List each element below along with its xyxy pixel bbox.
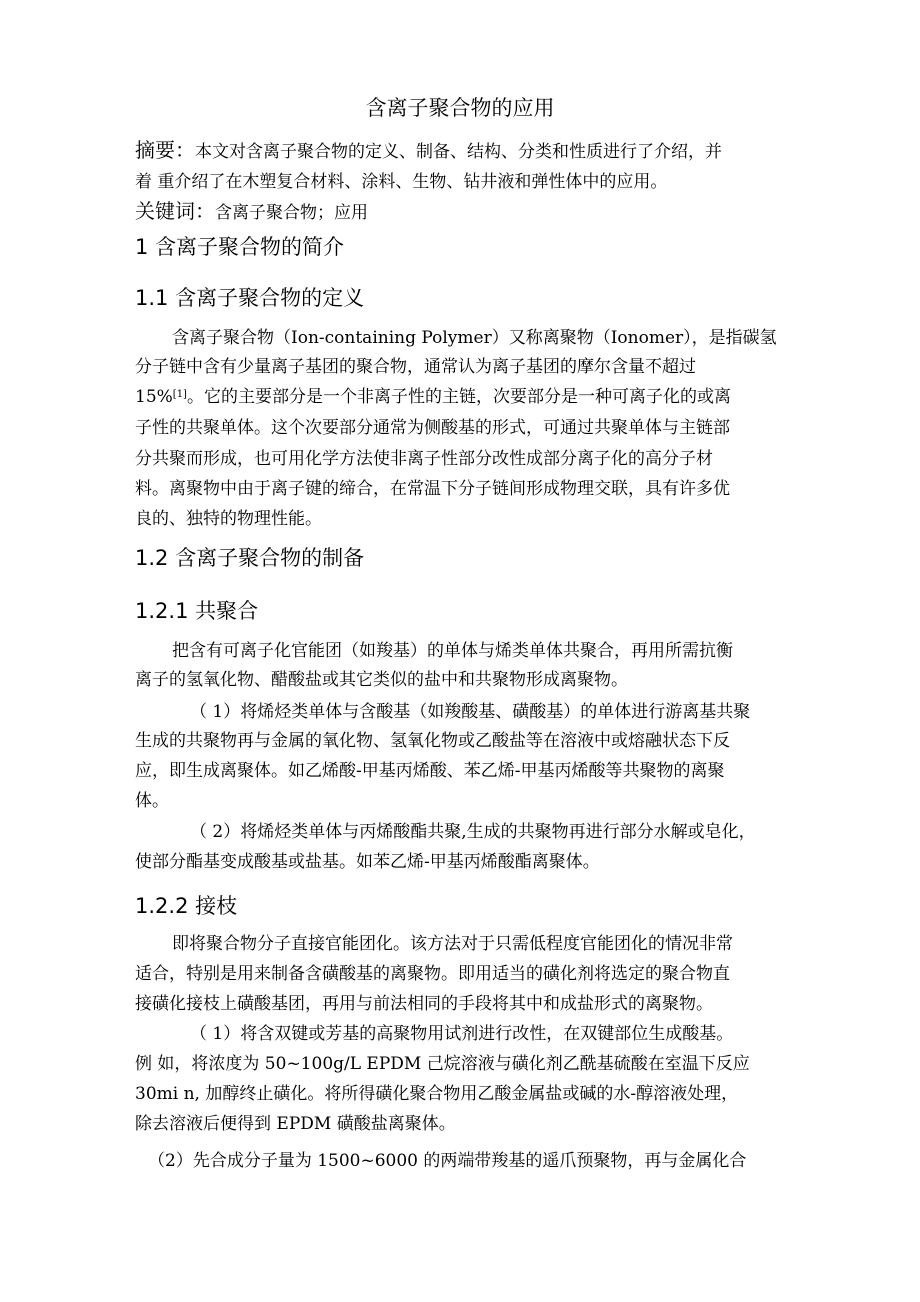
abstract-line-1 <box>135 138 722 164</box>
section-1-2-heading: 1.2 含离子聚合物的制备 <box>135 546 365 570</box>
document-title: 含离子聚合物的应用 <box>365 96 555 120</box>
s1-2-1-p1-line-1: 把含有可离子化官能团（如羧基）的单体与烯类单体共聚合，再用所需抗衡 <box>172 641 733 661</box>
s1-2-1-p2-line-4: 体。 <box>135 791 169 811</box>
s1-2-2-p1-line-3: 接磺化接枝上磺酸基团，再用与前法相同的手段将其中和成盐形式的离聚物。 <box>135 994 713 1014</box>
citation-ref-1: [1] <box>172 389 187 400</box>
s1-2-1-p2-line-2: 生成的共聚物再与金属的氧化物、氢氧化物或乙酸盐等在溶液中或熔融状态下反 <box>135 731 730 751</box>
keywords-text: 含离子聚合物；应用 <box>215 203 368 223</box>
s1-1-line-3 <box>135 385 731 409</box>
s1-2-2-p3-line-1: （2）先合成分子量为 1500~6000 的两端带羧基的遥爪预聚物，再与金属化合 <box>148 1151 747 1171</box>
abstract-label: 摘要： <box>135 138 195 162</box>
keywords-label: 关键词： <box>135 199 215 223</box>
s1-1-line-2: 分子链中含有少量离子基团的聚合物，通常认为离子基团的摩尔含量不超过 <box>135 357 696 377</box>
s1-2-1-p1-line-2: 离子的氢氧化物、醋酸盐或其它类似的盐中和共聚物形成离聚物。 <box>135 670 628 690</box>
section-1-2-2-heading: 1.2.2 接枝 <box>135 894 238 918</box>
s1-2-2-p1-line-1: 即将聚合物分子直接官能团化。该方法对于只需低程度官能团化的情况非常 <box>172 934 733 954</box>
s1-2-1-p2-line-3: 应，即生成离聚体。如乙烯酸-甲基丙烯酸、苯乙烯-甲基丙烯酸等共聚物的离聚 <box>135 761 725 781</box>
s1-1-line-3-pre: 15% <box>135 387 173 407</box>
s1-2-2-p2-line-1: （ 1）将含双键或芳基的高聚物用试剂进行改性，在双键部位生成酸基。 <box>190 1024 734 1044</box>
s1-1-line-6: 料。离聚物中由于离子键的缔合，在常温下分子链间形成物理交联，具有许多优 <box>135 479 730 499</box>
s1-2-1-p3-line-1: （ 2）将烯烃类单体与丙烯酸酯共聚,生成的共聚物再进行部分水解或皂化， <box>190 822 756 842</box>
s1-2-1-p3-line-2: 使部分酯基变成酸基或盐基。如苯乙烯-甲基丙烯酸酯离聚体。 <box>135 852 600 872</box>
abstract-text-1: 本文对含离子聚合物的定义、制备、结构、分类和性质进行了介绍，并 <box>195 142 722 162</box>
s1-1-line-1: 含离子聚合物（Ion-containing Polymer）又称离聚物（Ionomer），是指碳氢 <box>172 328 777 348</box>
abstract-line-2: 着 重介绍了在木塑复合材料、涂料、生物、钻井液和弹性体中的应用。 <box>135 172 668 192</box>
s1-2-1-p2-line-1: （ 1）将烯烃类单体与含酸基（如羧酸基、磺酸基）的单体进行游离基共聚 <box>190 702 751 722</box>
section-1-2-1-heading: 1.2.1 共聚合 <box>135 599 259 623</box>
s1-1-line-5: 分共聚而形成，也可用化学方法使非离子性部分改性成部分离子化的高分子材 <box>135 449 713 469</box>
s1-2-2-p2-line-4: 除去溶液后便得到 EPDM 磺酸盐离聚体。 <box>135 1114 456 1134</box>
s1-2-2-p2-line-3: 30mi n, 加醇终止磺化。将所得磺化聚合物用乙酸金属盐或碱的水-醇溶液处理， <box>135 1084 739 1104</box>
s1-2-2-p2-line-2: 例 如，将浓度为 50~100g/L EPDM 己烷溶液与磺化剂乙酰基硫酸在室温下反应 <box>135 1054 750 1074</box>
s1-1-line-7: 良的、独特的物理性能。 <box>135 509 322 529</box>
s1-1-line-4: 子性的共聚单体。这个次要部分通常为侧酸基的形式，可通过共聚单体与主链部 <box>135 418 730 438</box>
section-1-1-heading: 1.1 含离子聚合物的定义 <box>135 286 365 310</box>
section-1-heading: 1 含离子聚合物的简介 <box>135 235 345 259</box>
s1-2-2-p1-line-2: 适合，特别是用来制备含磺酸基的离聚物。即用适当的磺化剂将选定的聚合物直 <box>135 964 730 984</box>
keywords-line <box>135 199 368 225</box>
s1-1-line-3-post: 。它的主要部分是一个非离子性的主链，次要部分是一种可离子化的或离 <box>186 387 731 407</box>
